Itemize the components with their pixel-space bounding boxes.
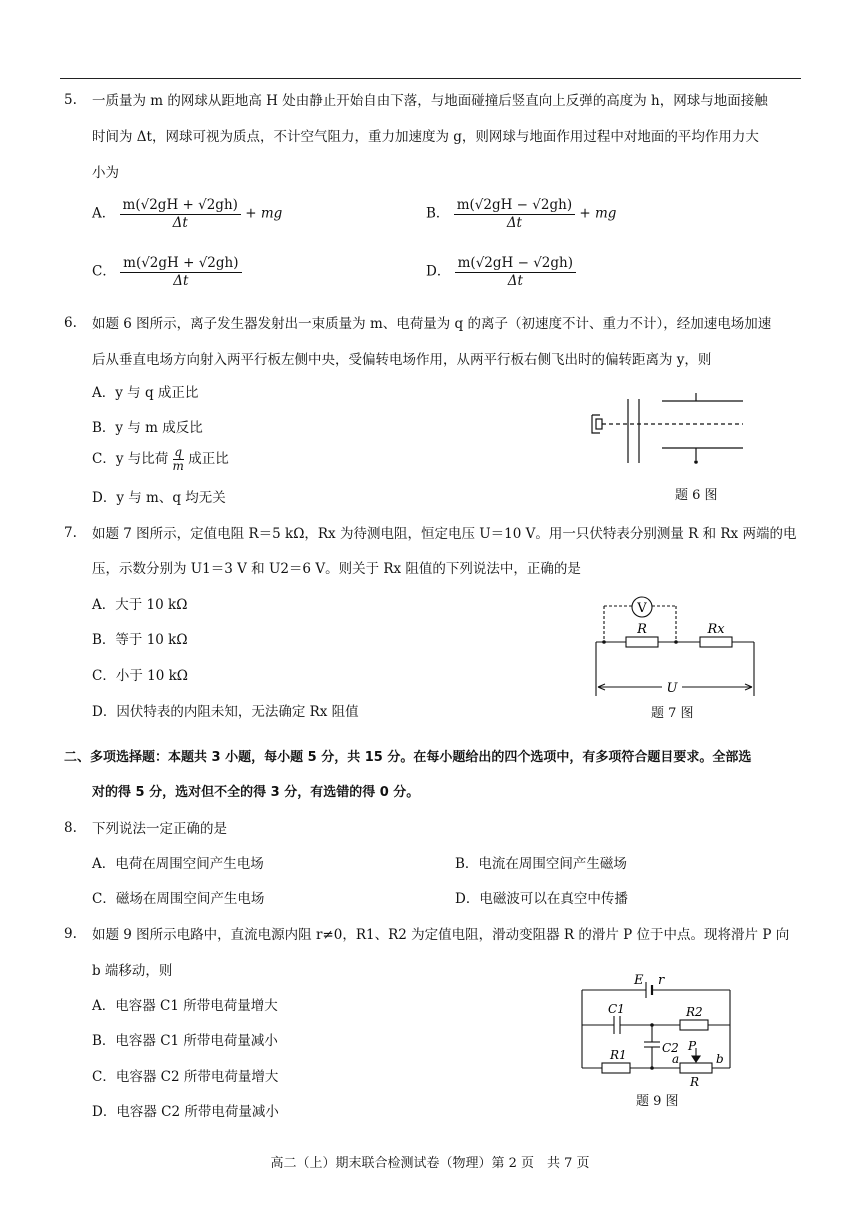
q6-option-b: B．y 与 m 成反比 [92,420,203,436]
label-a: a [672,1052,680,1066]
q8-number: 8. [64,820,77,836]
q9-option-b: B．电容器 C1 所带电荷量减小 [92,1033,278,1049]
label-r-internal: r [658,973,665,988]
label-r2: R2 [686,1005,703,1019]
q7-option-b: B．等于 10 kΩ [92,632,188,648]
q5-stem-line3: 小为 [92,165,119,181]
q9-option-a: A．电容器 C1 所带电荷量增大 [92,998,278,1014]
label-r1: R1 [610,1048,627,1062]
q7-stem-line1: 如题 7 图所示，定值电阻 R＝5 kΩ，Rx 为待测电阻，恒定电压 U＝10 V。用一只伏特表分别测量 R 和 Rx 两端的电 [92,526,797,542]
voltmeter-label: V [637,601,647,616]
q6-option-a: A．y 与 q 成正比 [92,385,199,401]
q5-option-d: D． $\frac{m(√2gH - √2gh)}{\Delta t}$ [426,255,576,289]
label-p: P [688,1039,697,1053]
figure-7-circuit [590,592,762,700]
figure-6-deflection-setup [588,393,750,471]
q5-option-a: A． $\frac{m(√2gH + √2gh)}{\Delta t}$ + mg [92,197,283,231]
figure-9-circuit [576,970,736,1088]
resistor-r [626,637,658,647]
q9-stem-line1: 如题 9 图所示电路中，直流电源内阻 r≠0，R1、R2 为定值电阻，滑动变阻器 R 的滑片 P 位于中点。现将滑片 P 向 [92,927,790,943]
q6-stem-line2: 后从垂直电场方向射入两平行板左侧中央，受偏转电场作用，从两平行板右侧飞出时的偏转距离为 y，则 [92,352,712,368]
q8-option-c: C．磁场在周围空间产生电场 [92,891,265,907]
q9-stem-line2: b 端移动，则 [92,963,173,979]
q8-stem: 下列说法一定正确的是 [92,821,227,837]
q9-option-d: D．电容器 C2 所带电荷量减小 [92,1104,279,1120]
q6-stem-line1: 如题 6 图所示，离子发生器发射出一束质量为 m、电荷量为 q 的离子（初速度不计、重力不计），经加速电场加速 [92,316,772,332]
q7-number: 7. [64,525,77,541]
rheostat-r [680,1063,712,1073]
label-rheostat: R [690,1075,700,1088]
q6-option-d: D．y 与 m、q 均无关 [92,490,226,506]
label-e: E [634,973,644,988]
q5-stem-line2: 时间为 Δt，网球可视为质点，不计空气阻力，重力加速度为 g，则网球与地面作用过程中对地面的平均作用力大 [92,129,759,145]
q8-option-b: B．电流在周围空间产生磁场 [455,856,627,872]
section2-heading-line2: 对的得 5 分，选对但不全的得 3 分，有选错的得 0 分。 [92,785,420,800]
label-c2: C2 [662,1041,679,1055]
figure-6-caption: 题 6 图 [675,488,718,503]
section2-heading-line1: 二、多项选择题：本题共 3 小题，每小题 5 分，共 15 分。在每小题给出的四个选项中，有多项符合题目要求。全部选 [64,750,752,765]
page-footer: 高二（上）期末联合检测试卷（物理）第 2 页 共 7 页 [270,1156,590,1171]
figure-9-caption: 题 9 图 [636,1094,679,1109]
label-c1: C1 [608,1002,625,1016]
label-u: U [666,681,678,696]
q7-option-a: A．大于 10 kΩ [92,597,188,613]
q8-option-a: A．电荷在周围空间产生电场 [92,856,264,872]
q5-number: 5. [64,92,77,108]
q6-option-c: C．y 与比荷 $\frac{q}{m}$ 成正比 [92,445,229,473]
header-rule [60,78,801,79]
q6-number: 6. [64,315,77,331]
q8-option-d: D．电磁波可以在真空中传播 [455,891,628,907]
figure-7-caption: 题 7 图 [651,706,694,721]
label-rx: Rx [707,622,725,637]
q9-option-c: C．电容器 C2 所带电荷量增大 [92,1069,279,1085]
q7-option-c: C．小于 10 kΩ [92,668,188,684]
q7-option-d: D．因伏特表的内阻未知，无法确定 Rx 阻值 [92,704,359,720]
q5-option-c: C． $\frac{m(√2gH + √2gh)}{\Delta t}$ [92,255,242,289]
resistor-r1 [602,1063,630,1073]
q7-stem-line2: 压，示数分别为 U1＝3 V 和 U2＝6 V。则关于 Rx 阻值的下列说法中，正确的是 [92,561,581,577]
resistor-rx [700,637,732,647]
q9-number: 9. [64,926,77,942]
q5-stem-line1: 一质量为 m 的网球从距地高 H 处由静止开始自由下落，与地面碰撞后竖直向上反弹的高度为 h，网球与地面接触 [92,93,768,109]
q5-option-b: B． $\frac{m(√2gH - √2gh)}{\Delta t}$ + mg [426,197,617,231]
label-r: R [637,622,647,637]
resistor-r2 [680,1020,708,1030]
label-b: b [716,1052,724,1066]
